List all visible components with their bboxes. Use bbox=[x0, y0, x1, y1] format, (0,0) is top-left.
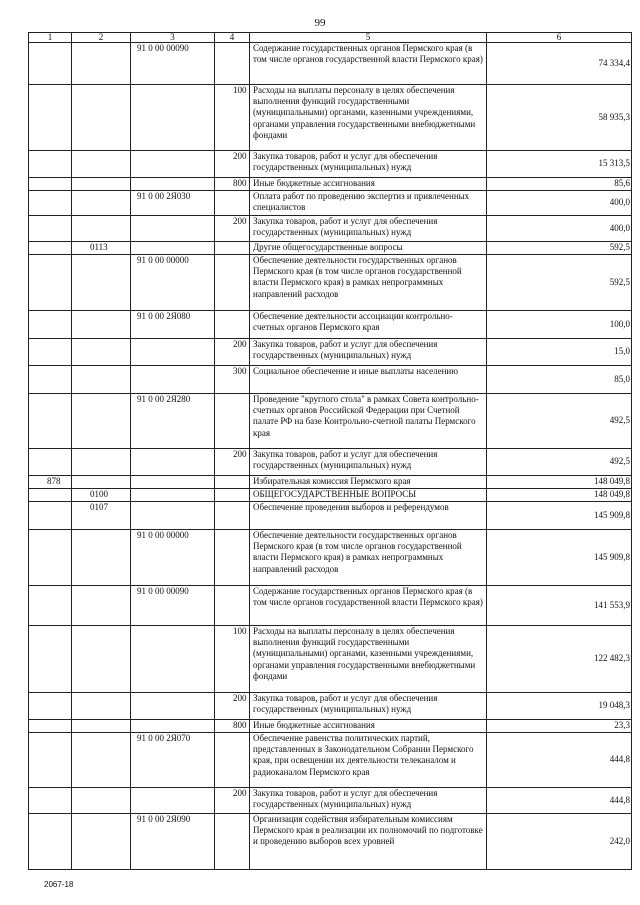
table-row bbox=[29, 43, 632, 85]
header-row bbox=[29, 33, 632, 43]
expense-type-cell: 200 bbox=[215, 151, 250, 178]
amount-cell: 85,0 bbox=[487, 366, 632, 394]
section-code-cell bbox=[72, 191, 131, 216]
expense-type-cell: 200 bbox=[215, 449, 250, 476]
amount-cell: 592,5 bbox=[487, 242, 632, 255]
table-row bbox=[29, 85, 632, 151]
expense-type-cell bbox=[215, 255, 250, 311]
table-row bbox=[29, 530, 632, 586]
amount-cell: 400,0 bbox=[487, 216, 632, 242]
description-cell: Социальное обеспечение и иные выплаты населению bbox=[250, 366, 487, 394]
budget-table bbox=[28, 32, 632, 870]
admin-code-cell bbox=[29, 366, 72, 394]
table-row bbox=[29, 788, 632, 814]
target-item-cell: 91 0 00 2Я070 bbox=[131, 733, 215, 788]
target-item-cell: 91 0 00 00000 bbox=[131, 530, 215, 586]
section-code-cell bbox=[72, 530, 131, 586]
amount-cell: 100,0 bbox=[487, 311, 632, 339]
description-cell: Иные бюджетные ассигнования bbox=[250, 720, 487, 733]
header-cell: 2 bbox=[72, 33, 131, 43]
admin-code-cell bbox=[29, 339, 72, 366]
description-cell: Другие общегосударственные вопросы bbox=[250, 242, 487, 255]
admin-code-cell bbox=[29, 178, 72, 191]
target-item-cell: 91 0 00 2Я080 bbox=[131, 311, 215, 339]
expense-type-cell bbox=[215, 814, 250, 870]
amount-cell: 141 553,9 bbox=[487, 586, 632, 626]
admin-code-cell bbox=[29, 720, 72, 733]
amount-cell: 592,5 bbox=[487, 255, 632, 311]
target-item-cell bbox=[131, 151, 215, 178]
section-code-cell bbox=[72, 814, 131, 870]
table-row bbox=[29, 216, 632, 242]
description-cell: Расходы на выплаты персоналу в целях обеспечения выполнения функций государственными (муниципальными) органами, казенными учреждениями, органами управления государственными внебюджетными фондами bbox=[250, 626, 487, 693]
section-code-cell bbox=[72, 586, 131, 626]
admin-code-cell bbox=[29, 311, 72, 339]
section-code-cell bbox=[72, 449, 131, 476]
header-cell: 3 bbox=[131, 33, 215, 43]
description-cell: Содержание государственных органов Пермского края (в том числе органов государственной власти Пермского края) bbox=[250, 586, 487, 626]
expense-type-cell: 800 bbox=[215, 720, 250, 733]
target-item-cell bbox=[131, 242, 215, 255]
expense-type-cell: 800 bbox=[215, 178, 250, 191]
table-row bbox=[29, 311, 632, 339]
table-row bbox=[29, 586, 632, 626]
expense-type-cell bbox=[215, 476, 250, 489]
target-item-cell bbox=[131, 720, 215, 733]
target-item-cell bbox=[131, 366, 215, 394]
amount-cell: 85,6 bbox=[487, 178, 632, 191]
amount-cell: 145 909,8 bbox=[487, 530, 632, 586]
table-row bbox=[29, 178, 632, 191]
target-item-cell bbox=[131, 449, 215, 476]
amount-cell: 242,0 bbox=[487, 814, 632, 870]
amount-cell: 444,8 bbox=[487, 788, 632, 814]
description-cell: Закупка товаров, работ и услуг для обеспечения государственных (муниципальных) нужд bbox=[250, 788, 487, 814]
amount-cell: 148 049,8 bbox=[487, 476, 632, 489]
amount-cell: 74 334,4 bbox=[487, 43, 632, 85]
section-code-cell bbox=[72, 43, 131, 85]
section-code-cell bbox=[72, 311, 131, 339]
description-cell: Расходы на выплаты персоналу в целях обеспечения выполнения функций государственными (муниципальными) органами, казенными учреждениями, органами управления государственными внебюджетными фондами bbox=[250, 85, 487, 151]
section-code-cell bbox=[72, 255, 131, 311]
table-row bbox=[29, 394, 632, 449]
description-cell: Обеспечение проведения выборов и референдумов bbox=[250, 502, 487, 530]
expense-type-cell bbox=[215, 394, 250, 449]
admin-code-cell: 878 bbox=[29, 476, 72, 489]
target-item-cell bbox=[131, 489, 215, 502]
amount-cell: 148 049,8 bbox=[487, 489, 632, 502]
admin-code-cell bbox=[29, 693, 72, 720]
table-row bbox=[29, 151, 632, 178]
amount-cell: 15 313,5 bbox=[487, 151, 632, 178]
section-code-cell bbox=[72, 178, 131, 191]
table-row bbox=[29, 255, 632, 311]
description-cell: Избирательная комиссия Пермского края bbox=[250, 476, 487, 489]
section-code-cell: 0107 bbox=[72, 502, 131, 530]
description-cell: Обеспечение деятельности государственных органов Пермского края (в том числе органов государственной власти Пермского края) в рамках непрограммных направлений расходов bbox=[250, 530, 487, 586]
table-row bbox=[29, 814, 632, 870]
section-code-cell: 0100 bbox=[72, 489, 131, 502]
admin-code-cell bbox=[29, 530, 72, 586]
section-code-cell bbox=[72, 339, 131, 366]
amount-cell: 122 482,3 bbox=[487, 626, 632, 693]
header-cell: 5 bbox=[250, 33, 487, 43]
amount-cell: 492,5 bbox=[487, 394, 632, 449]
expense-type-cell: 200 bbox=[215, 339, 250, 366]
target-item-cell bbox=[131, 476, 215, 489]
target-item-cell bbox=[131, 788, 215, 814]
target-item-cell: 91 0 00 2Я280 bbox=[131, 394, 215, 449]
expense-type-cell: 100 bbox=[215, 85, 250, 151]
target-item-cell bbox=[131, 216, 215, 242]
description-cell: Проведение "круглого стола" в рамках Совета контрольно-счетных органов Российской Федерации при Счетной палате РФ на базе Контрольно-счетной палаты Пермского края bbox=[250, 394, 487, 449]
admin-code-cell bbox=[29, 394, 72, 449]
section-code-cell bbox=[72, 788, 131, 814]
table-row bbox=[29, 476, 632, 489]
table-row bbox=[29, 626, 632, 693]
table-row bbox=[29, 366, 632, 394]
description-cell: Организация содействия избирательным комиссиям Пермского края в реализации их полномочий по подготовке и проведению выборов всех уровней bbox=[250, 814, 487, 870]
target-item-cell: 91 0 00 00090 bbox=[131, 586, 215, 626]
table-row bbox=[29, 720, 632, 733]
section-code-cell bbox=[72, 626, 131, 693]
page-number: 99 bbox=[314, 17, 326, 29]
amount-cell: 15,0 bbox=[487, 339, 632, 366]
expense-type-cell: 200 bbox=[215, 216, 250, 242]
section-code-cell bbox=[72, 85, 131, 151]
table-row bbox=[29, 733, 632, 788]
admin-code-cell bbox=[29, 733, 72, 788]
target-item-cell: 91 0 00 00090 bbox=[131, 43, 215, 85]
header-cell: 1 bbox=[29, 33, 72, 43]
admin-code-cell bbox=[29, 255, 72, 311]
admin-code-cell bbox=[29, 85, 72, 151]
admin-code-cell bbox=[29, 586, 72, 626]
admin-code-cell bbox=[29, 216, 72, 242]
target-item-cell bbox=[131, 626, 215, 693]
section-code-cell bbox=[72, 394, 131, 449]
admin-code-cell bbox=[29, 449, 72, 476]
table-row bbox=[29, 693, 632, 720]
expense-type-cell bbox=[215, 733, 250, 788]
section-code-cell bbox=[72, 476, 131, 489]
target-item-cell: 91 0 00 00000 bbox=[131, 255, 215, 311]
target-item-cell bbox=[131, 339, 215, 366]
expense-type-cell: 200 bbox=[215, 788, 250, 814]
description-cell: Обеспечение равенства политических партий, представленных в Законодательном Собрании Пермского края, при освещении их деятельности телеканалом и радиоканалом Пермского края bbox=[250, 733, 487, 788]
amount-cell: 444,8 bbox=[487, 733, 632, 788]
admin-code-cell bbox=[29, 151, 72, 178]
expense-type-cell: 100 bbox=[215, 626, 250, 693]
target-item-cell bbox=[131, 85, 215, 151]
description-cell: Закупка товаров, работ и услуг для обеспечения государственных (муниципальных) нужд bbox=[250, 151, 487, 178]
expense-type-cell bbox=[215, 530, 250, 586]
table-row bbox=[29, 191, 632, 216]
amount-cell: 145 909,8 bbox=[487, 502, 632, 530]
table-row bbox=[29, 449, 632, 476]
section-code-cell bbox=[72, 733, 131, 788]
description-cell: Иные бюджетные ассигнования bbox=[250, 178, 487, 191]
amount-cell: 19 048,3 bbox=[487, 693, 632, 720]
expense-type-cell bbox=[215, 191, 250, 216]
section-code-cell bbox=[72, 366, 131, 394]
expense-type-cell: 200 bbox=[215, 693, 250, 720]
expense-type-cell: 300 bbox=[215, 366, 250, 394]
admin-code-cell bbox=[29, 242, 72, 255]
expense-type-cell bbox=[215, 502, 250, 530]
expense-type-cell bbox=[215, 43, 250, 85]
header-cell: 6 bbox=[487, 33, 632, 43]
table-row bbox=[29, 242, 632, 255]
admin-code-cell bbox=[29, 626, 72, 693]
description-cell: Обеспечение деятельности государственных органов Пермского края (в том числе органов государственной власти Пермского края) в рамках непрограммных направлений расходов bbox=[250, 255, 487, 311]
target-item-cell bbox=[131, 178, 215, 191]
admin-code-cell bbox=[29, 489, 72, 502]
amount-cell: 23,3 bbox=[487, 720, 632, 733]
admin-code-cell bbox=[29, 814, 72, 870]
description-cell: Закупка товаров, работ и услуг для обеспечения государственных (муниципальных) нужд bbox=[250, 216, 487, 242]
description-cell: ОБЩЕГОСУДАРСТВЕННЫЕ ВОПРОСЫ bbox=[250, 489, 487, 502]
section-code-cell bbox=[72, 151, 131, 178]
admin-code-cell bbox=[29, 191, 72, 216]
table-row bbox=[29, 339, 632, 366]
target-item-cell: 91 0 00 2Я090 bbox=[131, 814, 215, 870]
section-code-cell bbox=[72, 720, 131, 733]
section-code-cell: 0113 bbox=[72, 242, 131, 255]
description-cell: Закупка товаров, работ и услуг для обеспечения государственных (муниципальных) нужд bbox=[250, 693, 487, 720]
amount-cell: 58 935,3 bbox=[487, 85, 632, 151]
target-item-cell bbox=[131, 693, 215, 720]
amount-cell: 492,5 bbox=[487, 449, 632, 476]
section-code-cell bbox=[72, 693, 131, 720]
admin-code-cell bbox=[29, 788, 72, 814]
description-cell: Закупка товаров, работ и услуг для обеспечения государственных (муниципальных) нужд bbox=[250, 339, 487, 366]
description-cell: Обеспечение деятельности ассоциации контрольно-счетных органов Пермского края bbox=[250, 311, 487, 339]
target-item-cell: 91 0 00 2Я030 bbox=[131, 191, 215, 216]
header-cell: 4 bbox=[215, 33, 250, 43]
expense-type-cell bbox=[215, 242, 250, 255]
description-cell: Оплата работ по проведению экспертиз и привлеченных специалистов bbox=[250, 191, 487, 216]
admin-code-cell bbox=[29, 502, 72, 530]
amount-cell: 400,0 bbox=[487, 191, 632, 216]
target-item-cell bbox=[131, 502, 215, 530]
table-row bbox=[29, 489, 632, 502]
expense-type-cell bbox=[215, 586, 250, 626]
description-cell: Содержание государственных органов Пермского края (в том числе органов государственной власти Пермского края) bbox=[250, 43, 487, 85]
table-row bbox=[29, 502, 632, 530]
expense-type-cell bbox=[215, 311, 250, 339]
expense-type-cell bbox=[215, 489, 250, 502]
admin-code-cell bbox=[29, 43, 72, 85]
section-code-cell bbox=[72, 216, 131, 242]
description-cell: Закупка товаров, работ и услуг для обеспечения государственных (муниципальных) нужд bbox=[250, 449, 487, 476]
document-code: 2067-18 bbox=[44, 880, 74, 889]
